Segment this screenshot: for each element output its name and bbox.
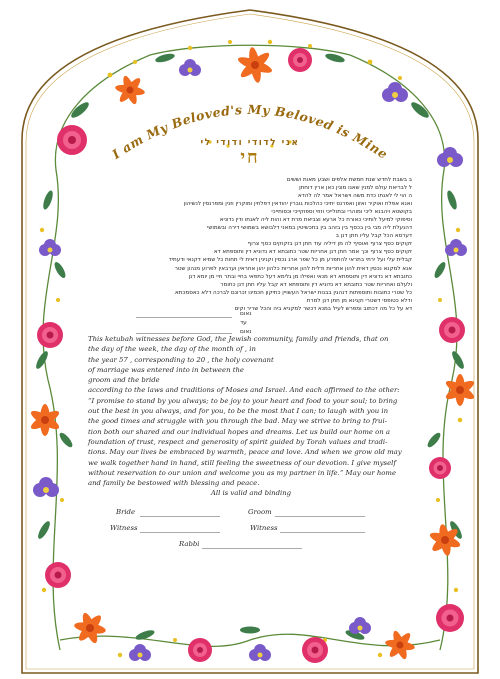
english-line: tions. May our lives be embraced by warmth, peace and love. And when we grow old may — [88, 448, 402, 457]
english-line: without reservation to our union and welcome you as my partner in life.” May our home — [88, 468, 397, 477]
bride-signature-line[interactable] — [140, 516, 220, 517]
groom-label: Groom — [248, 508, 272, 516]
rabbi-label: Rabbi — [179, 540, 200, 548]
hebrew-line: כל שטרי כתובות ותוספתות דנהגין בבנות ישראל העשויין כתיקון חכמינו זכרונם לברכה דלא כאסמכתא — [175, 289, 412, 296]
arch-title-english: I am My Beloved's My Beloved is Mine — [109, 101, 391, 162]
hebrew-line: ב בשבת לחדש שנת חמשת אלפים ושבע מאות וששים — [286, 177, 412, 183]
hebrew-line: ודלא כטופסי דשטרי וקנינא מן חתן דנן למרת — [306, 297, 412, 304]
hebrew-text-block — [86, 176, 412, 313]
hebrew-neum-label-2: נאום — [240, 329, 252, 335]
hebrew-line: דהנעלת ליה מבי בין בכסף בין בזהב בין בתכשיטין במאני דלבושא בשמושי דירה ובשמושי — [207, 225, 412, 232]
english-text-block — [88, 334, 414, 499]
english-line: we walk together hand in hand, still feeling the sweetness of our devotion. I give myself — [88, 458, 396, 467]
valid-binding-line: All is valid and binding — [210, 489, 292, 498]
rabbi-signature-line[interactable] — [202, 548, 302, 549]
groom-signature-line[interactable] — [275, 516, 365, 517]
witness-2-signature-line[interactable] — [280, 532, 365, 533]
hebrew-line: זקוקים כסף צרוף ואוסיף לה מן דיליה עוד חתן דנן בזקוקים כסף צרוף — [247, 241, 412, 248]
arch-title-hebrew: אני לדודי ודודי לי — [200, 138, 300, 148]
hebrew-line: זקוקים כסף צרוף וכך אמר חתן דנן אחריות שטר כתובתא דא נדוניא דין ותוספתא דא — [213, 249, 412, 256]
hebrew-line: בקושטא ויהבנא ליכי ומוהרי ובתולייכי וזוזי וספוקייכי וכסותייכי — [271, 209, 412, 216]
hebrew-main-title: חי — [240, 147, 260, 168]
hebrew-neum-label-1: נאום — [240, 311, 252, 317]
hebrew-line: ואנא אפלח ואוקיר ואזון ואפרנס יתיכי כהלכות גוברין יהודאין דפלחין ומוקרין וזנין ומפרנסין לנשיהון — [183, 201, 412, 208]
english-line: and family be bestowed with blessing and peace. — [88, 479, 260, 488]
english-line: the day of the week, the day of the month of , in — [88, 345, 256, 354]
english-line: the year 57 , corresponding to 20 , the holy covenant — [88, 355, 274, 364]
hebrew-line: דערסא הכל קבל עליו חתן דנן ב — [335, 233, 412, 240]
english-line: foundation of trust, respect and generosity of spirit guided by Torah values and tradi- — [88, 437, 388, 446]
bride-label: Bride — [116, 508, 136, 516]
witness-1-label: Witness — [110, 524, 138, 532]
english-line: of marriage was entered into in between the — [88, 365, 244, 374]
hebrew-line: אנא למקנא נכסין דאית להון אחריות ודלית להון אחריות כלהון יהון אחראין וערבאין לפרוע מנהון שטר — [174, 265, 412, 272]
hebrew-line: דא על כל מה דכתוב ומפרש לעיל במנא דכשר למקניא ביה והכל שריר וקים — [234, 305, 412, 312]
english-line: out the best in you always, and for you, to be the most that I can; to laugh with you in — [88, 407, 389, 416]
witness-1-signature-line[interactable] — [140, 532, 220, 533]
english-line: the good times and struggle with you through the bad. May we strive to bring to frui- — [88, 417, 388, 426]
english-line: groom and the bride — [88, 376, 160, 385]
english-line: according to the laws and traditions of Moses and Israel. And each affirmed to the other: — [88, 386, 400, 395]
hebrew-line: וסיפוקי למיעל לותיכי כאורח כל ארעא וצביאת מרת דא והות ליה לאנתו ודין נדוניא — [219, 217, 412, 224]
hebrew-line: ל לבריאת עולם למנין שאנו מונין כאן ארץ דוחתן — [299, 185, 412, 192]
hebrew-witness-label-1: עד — [240, 320, 247, 326]
english-line: This ketubah witnesses before God, the Jewish community, family and friends, that on — [88, 335, 389, 343]
english-line: “I promise to stand by you always; to be joy to your heart and food to your soul; to bring — [88, 396, 398, 405]
english-line: tion both our shared and our individual hopes and dreams. Let us build our home on a — [88, 427, 391, 436]
hebrew-line: ה הוי לי לאנתו כדת משה וישראל אמר לה להדא — [298, 193, 412, 200]
hebrew-line: כתובתא דא נדוניא דין ותוספתא דא מנאי ואפילו מן גלימא דעל כתפאי בחיי ובתר חיי מן יומא דנן — [188, 273, 412, 280]
witness-2-label: Witness — [250, 524, 278, 532]
hebrew-witness-line-1 — [136, 317, 232, 318]
hebrew-line: ולעלם ואחריות שטר כתובתא דא נדוניא דין ותוספתא דא קבל עליו חתן דנן כחומר — [220, 281, 412, 288]
hebrew-line: קבלית עלי ועל ירתי בתראי להתפרע מן כל שפר ארג נכסין וקנינין דאית לי תחות כל שמיא דקנאי ודעתיד — [168, 257, 412, 264]
